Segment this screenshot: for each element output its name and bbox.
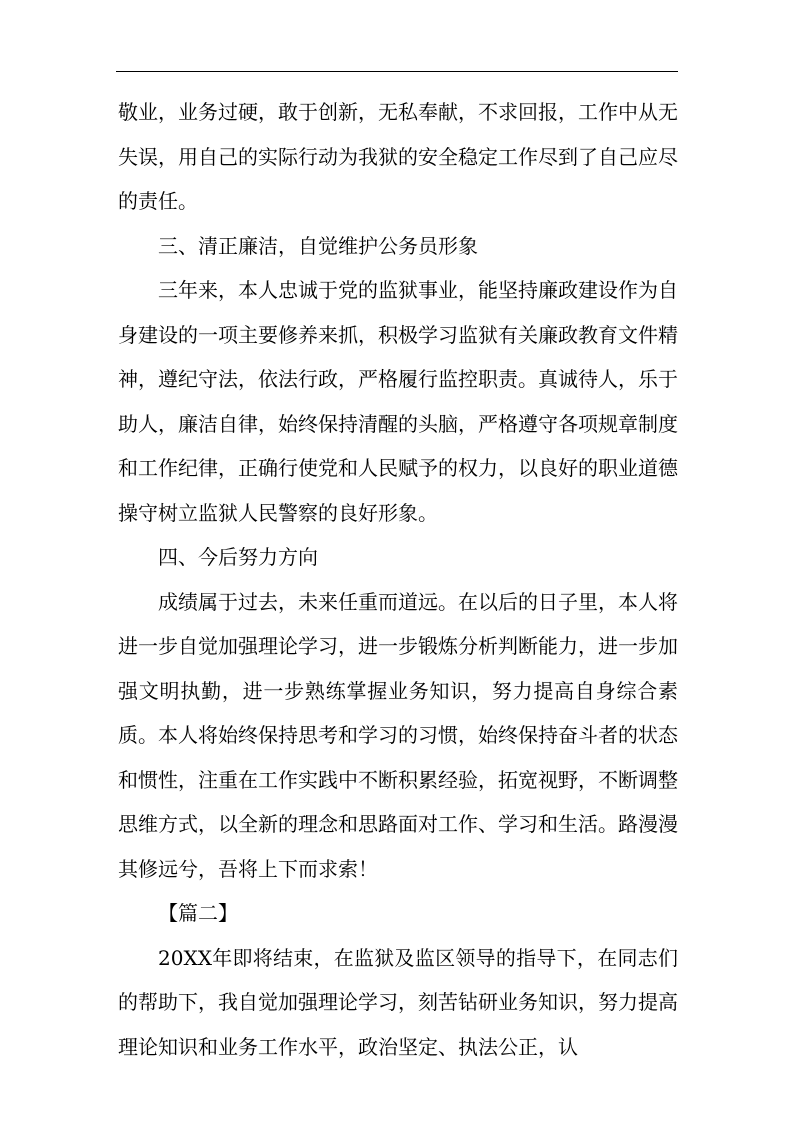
document-body (118, 90, 678, 1069)
part-two-heading: 【篇二】 (158, 901, 238, 925)
paragraph-continuation: 敬业，业务过硬，敢于创新，无私奉献，不求回报，工作中从无失误，用自己的实际行动为我狱的安全稳定工作尽到了自己应尽的责任。 (118, 100, 678, 213)
paragraph-part-two-intro: 20XX年即将结束，在监狱及监区领导的指导下，在同志们的帮助下，我自觉加强理论学习，刻苦钻研业务知识，努力提高理论知识和业务工作水平，政治坚定、执法公正，认 (118, 945, 678, 1059)
header-rule (116, 71, 678, 72)
paragraph-future-direction: 成绩属于过去，未来任重而道远。在以后的日子里，本人将进一步自觉加强理论学习，进一步锻炼分析判断能力，进一步加强文明执勤，进一步熟练掌握业务知识，努力提高自身综合素质。本人将始终保持思考和学习的习惯，始终保持奋斗者的状态和惯性，注重在工作实践中不断积累经验，拓宽视野，不断调整思维方式，以全新的理念和思路面对工作、学习和生活。路漫漫其修远兮，吾将上下而求索！ (118, 589, 678, 881)
section-heading-4: 四、今后努力方向 (158, 545, 318, 569)
paragraph-integrity: 三年来，本人忠诚于党的监狱事业，能坚持廉政建设作为自身建设的一项主要修养来抓，积极学习监狱有关廉政教育文件精神，遵纪守法，依法行政，严格履行监控职责。真诚待人，乐于助人，廉洁自律，始终保持清醒的头脑，严格遵守各项规章制度和工作纪律，正确行使党和人民赋予的权力，以良好的职业道德操守树立监狱人民警察的良好形象。 (118, 278, 678, 525)
section-heading-3: 三、清正廉洁，自觉维护公务员形象 (158, 233, 478, 258)
